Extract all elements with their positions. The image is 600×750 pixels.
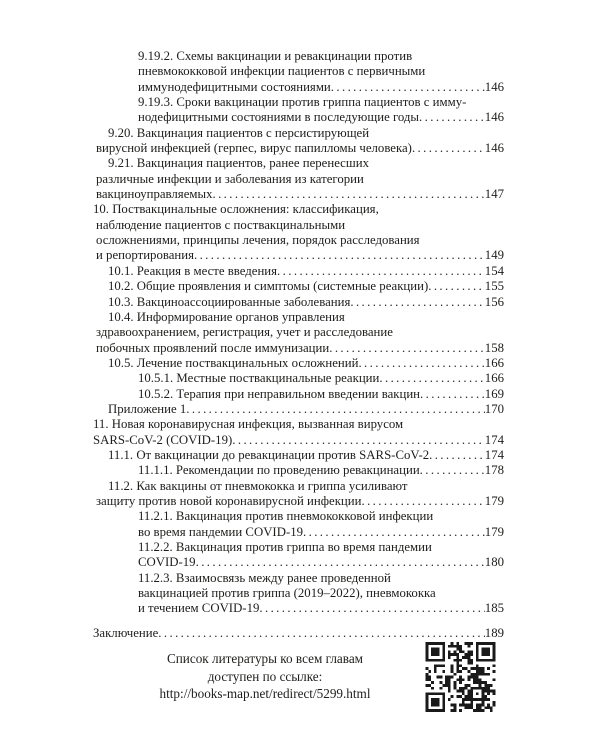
toc-page-number: 147 [484, 187, 504, 202]
toc-entry-text: и течением COVID-19 [138, 601, 260, 616]
toc-line [93, 402, 504, 417]
dot-leader [429, 448, 485, 463]
toc-line [93, 264, 504, 279]
toc-entry-text: 10.5.1. Местные поствакцинальные реакции [138, 371, 380, 386]
toc-entry-text: 10.5. Лечение поствакцинальных осложнений [108, 355, 359, 370]
toc-page-number: 179 [484, 524, 504, 539]
toc-entry-text: COVID-19 [138, 555, 196, 570]
toc-entry-text: SARS-CoV-2 (COVID-19) [93, 432, 233, 447]
dot-leader [329, 341, 485, 356]
toc-line [93, 295, 504, 310]
toc-page-number: 155 [484, 279, 504, 294]
toc-line [93, 248, 504, 263]
toc-page-number: 174 [484, 447, 504, 462]
footer-url: http://books-map.net/redirect/5299.html [159, 686, 371, 702]
toc-line [93, 64, 504, 79]
toc-entry-text: 9.21. Вакцинация пациентов, ранее перенесших [108, 156, 369, 171]
toc-line [93, 509, 504, 524]
toc-entry-text: различные инфекции и заболевания из категории [96, 171, 364, 186]
toc-line [93, 571, 504, 586]
toc-line [93, 341, 504, 356]
toc-page-number: 146 [484, 110, 504, 125]
toc-line [93, 202, 504, 217]
toc-page-number: 146 [484, 141, 504, 156]
toc-line [93, 417, 504, 432]
toc-page-number: 179 [484, 493, 504, 508]
toc-page-number: 166 [484, 371, 504, 386]
dot-leader [350, 295, 484, 310]
toc-line [93, 126, 504, 141]
dot-leader [361, 494, 484, 509]
toc-entry-text: 9.19.2. Схемы вакцинации и ревакцинации против [138, 49, 413, 63]
toc-line [93, 187, 504, 202]
toc-entry-text: Заключение [93, 625, 159, 640]
toc-line [93, 540, 504, 555]
toc-line [93, 555, 504, 570]
toc-entry-text: 9.20. Вакцинация пациентов с персистирующей [108, 125, 370, 140]
toc-entry-text: осложнениями, принципы лечения, порядок расследования [96, 233, 420, 248]
toc-line [93, 479, 504, 494]
toc-page-number: 154 [484, 263, 504, 278]
footer-note-line-2: доступен по ссылке: [207, 668, 323, 684]
toc-entry-text: 10.2. Общие проявления и симптомы (системные реакции) [108, 279, 429, 294]
toc-entry-text: 10.4. Информирование органов управления [108, 309, 345, 324]
toc-line [93, 279, 504, 294]
dot-leader [303, 525, 485, 540]
toc-page-number: 158 [484, 340, 504, 355]
toc-entry-text: 9.19.3. Сроки вакцинации против гриппа пациентов с имму- [138, 95, 467, 110]
toc-line [93, 325, 504, 340]
toc-line [93, 172, 504, 187]
dot-leader [158, 626, 485, 641]
toc-line [93, 110, 504, 125]
toc-entry-text: 11.2. Как вакцины от пневмококка и гриппа усиливают [108, 478, 408, 493]
dot-leader [232, 433, 485, 448]
dot-leader [277, 264, 485, 279]
toc-line [93, 233, 504, 248]
toc-line [93, 49, 504, 64]
toc-entry-text: и репортирования [96, 248, 194, 263]
toc-line [93, 433, 504, 448]
toc-entry-text: вирусной инфекцией (герпес, вирус папилломы человека) [96, 141, 412, 156]
dot-leader [186, 402, 485, 417]
footer-note [110, 650, 420, 703]
toc-entry-text: 11.1.1. Рекомендации по проведению ревакцинации [138, 463, 420, 478]
toc-entry-text: во время пандемии COVID-19 [138, 524, 303, 539]
dot-leader [420, 387, 485, 402]
toc-line [93, 141, 504, 156]
toc-page-number: 149 [484, 248, 504, 263]
toc-entry-text: пневмококковой инфекции пациентов с первичными [138, 64, 426, 79]
toc-line [93, 387, 504, 402]
toc-line [93, 310, 504, 325]
dot-leader [259, 601, 484, 616]
toc-entry-text: 10.3. Вакциноассоциированные заболевания [108, 294, 351, 309]
toc-line [93, 95, 504, 110]
toc-page-number: 185 [484, 601, 504, 616]
toc-entry-text: 10.1. Реакция в месте введения [108, 263, 278, 278]
toc-page-number: 169 [484, 386, 504, 401]
toc-page-number: 170 [484, 401, 504, 416]
toc-entry-text: 10.5.2. Терапия при неправильном введении вакцин [138, 386, 421, 401]
footer-note-line-1: Список литературы ко всем главам [166, 651, 364, 666]
toc-entry-text: вакциноуправляемых [96, 187, 213, 202]
toc-entry-text: 10. Поствакцинальные осложнения: классификация, [93, 202, 379, 217]
dot-leader [194, 248, 485, 263]
toc-page-number: 180 [484, 555, 504, 570]
dot-leader [379, 371, 484, 386]
toc-page-number: 156 [484, 294, 504, 309]
toc-line [93, 494, 504, 509]
toc-line [93, 356, 504, 371]
dot-leader [331, 80, 485, 95]
toc-page-number: 189 [484, 625, 504, 640]
toc-line [93, 626, 504, 641]
toc-entry-text: побочных проявлений после иммунизации [96, 340, 330, 355]
toc-page-number: 178 [484, 463, 504, 478]
toc-entry-text: 11.2.2. Вакцинация против гриппа во время пандемии [138, 540, 432, 554]
toc-entry-text: иммунодефицитными состояниями [138, 79, 331, 94]
toc-entry-text: нодефицитными состояниями в последующие годы [138, 110, 420, 125]
toc-line [93, 80, 504, 95]
toc-page-number: 146 [484, 79, 504, 94]
toc-entry-text: 11.2.1. Вакцинация против пневмококковой инфекции [138, 509, 434, 524]
toc-line [93, 371, 504, 386]
toc-entry-text: 11.1. От вакцинации до ревакцинации против SARS-CoV-2 [108, 447, 430, 462]
table-of-contents [93, 49, 504, 641]
toc-line [93, 218, 504, 233]
dot-leader [428, 279, 485, 294]
toc-entry-text: Приложение 1 [108, 401, 187, 416]
dot-leader [420, 463, 485, 478]
toc-line [93, 586, 504, 601]
dot-leader [412, 141, 485, 156]
toc-entry-text: наблюдение пациентов с поствакцинальными [96, 217, 346, 232]
toc-entry-text: 11.2.3. Взаимосвязь между ранее проведенной [138, 570, 391, 585]
toc-line [93, 463, 504, 478]
toc-page-number: 166 [484, 355, 504, 370]
toc-line [93, 156, 504, 171]
toc-entry-text: вакцинацией против гриппа (2019–2022), пневмококка [138, 586, 436, 601]
qr-code [423, 642, 498, 712]
toc-line [93, 525, 504, 540]
toc-line [93, 448, 504, 463]
dot-leader [419, 110, 485, 125]
toc-page-number: 174 [484, 432, 504, 447]
toc-line [93, 601, 504, 616]
dot-leader [212, 187, 484, 202]
toc-entry-text: 11. Новая коронавирусная инфекция, вызванная вирусом [93, 417, 404, 432]
toc-entry-text: здравоохранением, регистрация, учет и расследование [96, 325, 393, 340]
toc-entry-text: защиту против новой коронавирусной инфекции [96, 493, 362, 508]
dot-leader [358, 356, 484, 371]
dot-leader [196, 555, 485, 570]
